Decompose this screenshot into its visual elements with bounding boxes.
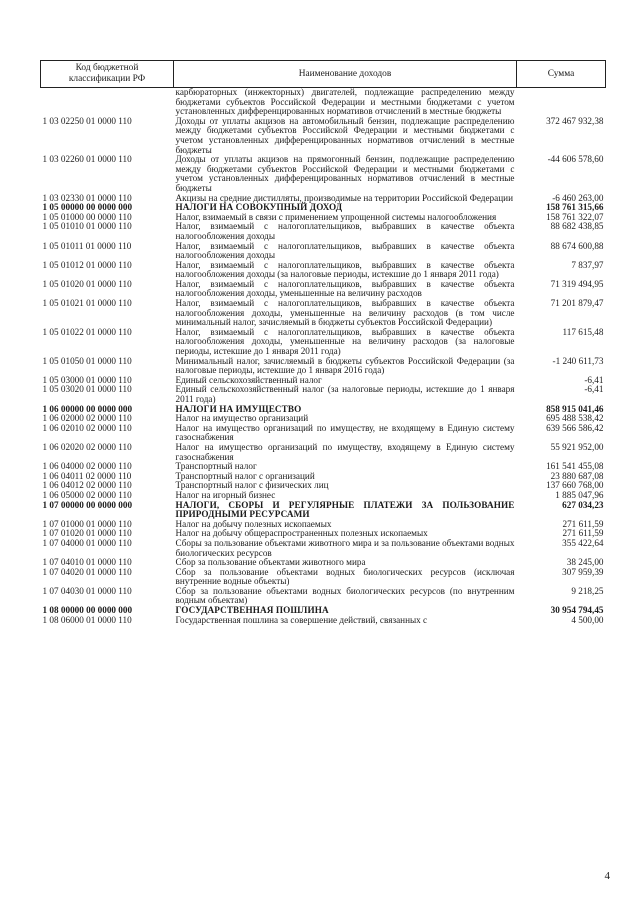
row-code: 1 06 04000 02 0000 110: [42, 461, 132, 472]
row-sum: [517, 88, 606, 117]
row-sum: 23 880 687,08: [550, 470, 604, 481]
table-row: [41, 501, 606, 520]
row-name: Государственная пошлина за совершение действий, связанных с: [175, 614, 428, 625]
row-name: Налог, взимаемый с налогоплательщиков, выбравших в качестве объекта налогообложения доходы, уменьшенные на величину расходов (в том числе минимальный налог, зачисляемый в бюджеты субъектов Российской Федерации): [175, 298, 515, 328]
row-name: Налог на имущество организаций по имуществу, входящему в Единую систему газоснабжения: [175, 441, 515, 462]
table-row: [41, 280, 606, 299]
row-sum: 355 422,64: [562, 537, 604, 548]
row-code: 1 06 02020 02 0000 110: [42, 441, 132, 452]
row-sum: 4 500,00: [571, 614, 604, 625]
row-sum: 117 615,48: [562, 326, 604, 337]
row-code: 1 06 00000 00 0000 000: [42, 403, 133, 414]
table-body: [41, 88, 606, 626]
row-code: 1 06 02000 02 0000 110: [42, 413, 132, 424]
row-code: 1 06 04011 02 0000 110: [42, 470, 132, 481]
row-code: 1 03 02260 01 0000 110: [42, 154, 132, 165]
row-name: Сборы за пользование объектами животного мира и за пользование объектами водных биологических ресурсов: [175, 537, 515, 558]
table-row: [41, 261, 606, 280]
row-name: Единый сельскохозяйственный налог (за налоговые периоды, истекшие до 1 января 2011 года): [175, 384, 515, 404]
revenue-table: [40, 60, 606, 625]
row-sum: 9 218,25: [571, 585, 604, 596]
row-name: Налог, взимаемый с налогоплательщиков, выбравших в качестве объекта налогообложения доходы (за налоговые периоды, истекшие до 1 января 2011 года): [175, 259, 515, 280]
row-sum: 161 541 455,08: [546, 461, 604, 472]
row-code: 1 07 01020 01 0000 110: [42, 528, 132, 539]
row-sum: 7 837,97: [571, 259, 604, 270]
row-code: 1 05 01050 01 0000 110: [42, 355, 132, 366]
row-name: Доходы от уплаты акцизов на прямогонный бензин, подлежащие распределению между бюджетами субъектов Российской Федерации и местными бюджетами с учетом установленных дифференцированных нормативов отчислений в местные бюджеты: [175, 154, 515, 193]
row-code: 1 05 01011 01 0000 110: [42, 240, 132, 251]
row-sum: 271 611,59: [562, 528, 604, 539]
row-sum: 88 682 438,85: [550, 221, 604, 232]
row-sum: -6,41: [584, 384, 604, 395]
row-sum: 88 674 600,88: [550, 240, 604, 251]
row-sum: -1 240 611,73: [552, 355, 604, 366]
row-name: Транспортный налог с организаций: [175, 470, 315, 481]
row-code: 1 08 06000 01 0000 110: [42, 614, 132, 625]
row-code: 1 05 00000 00 0000 000: [42, 202, 133, 213]
row-sum: 1 885 047,96: [555, 489, 604, 500]
row-sum: 695 488 538,42: [546, 413, 604, 424]
row-code: 1 05 03000 01 0000 110: [42, 374, 132, 385]
row-name: Налог, взимаемый с налогоплательщиков, выбравших в качестве объекта налогообложения доходы: [175, 240, 515, 261]
row-sum: 55 921 952,00: [550, 441, 604, 452]
row-code: 1 05 01022 01 0000 110: [42, 326, 132, 337]
row-sum: 271 611,59: [562, 518, 604, 529]
table-row: [41, 88, 606, 117]
row-name: Налог, взимаемый с налогоплательщиков, выбравших в качестве объекта налогообложения доходы: [175, 221, 515, 241]
table-row: [41, 616, 606, 626]
row-code: 1 07 00000 00 0000 000: [42, 499, 133, 510]
row-sum: 158 761 315,66: [546, 202, 604, 213]
row-sum: 858 915 041,46: [546, 403, 604, 414]
row-code: 1 03 02330 01 0000 110: [42, 192, 132, 203]
row-name: Налог, взимаемый в связи с применением упрощенной системы налогообложения: [175, 211, 497, 222]
header-code: Код бюджетной классификации РФ: [41, 61, 174, 88]
page-number: 4: [604, 870, 610, 882]
table-row: [41, 357, 606, 376]
row-name: ГОСУДАРСТВЕННАЯ ПОШЛИНА: [175, 605, 329, 616]
row-code: 1 05 01020 01 0000 110: [42, 278, 132, 289]
row-name: Налог, взимаемый с налогоплательщиков, выбравших в качестве объекта налогообложения доходы, уменьшенные на величину расходов: [175, 278, 515, 299]
row-code: 1 05 03020 01 0000 110: [42, 384, 132, 395]
row-name: Доходы от уплаты акцизов на автомобильный бензин, подлежащие распределению между бюджетами субъектов Российской Федерации и местными бюджетами с учетом установленных дифференцированных нормативов отчислений в местные бюджеты: [175, 115, 515, 155]
row-name: Транспортный налог с физических лиц: [175, 480, 329, 491]
row-code: 1 08 00000 00 0000 000: [42, 605, 133, 616]
row-name: Налог на имущество организаций: [175, 413, 309, 424]
header-name: Наименование доходов: [174, 61, 517, 88]
row-sum: 372 467 932,38: [546, 115, 604, 126]
row-sum: -6 460 263,00: [552, 192, 604, 203]
row-sum: 137 660 768,00: [546, 480, 604, 491]
table-row: [41, 424, 606, 443]
table-row: [41, 222, 606, 241]
row-name: НАЛОГИ НА СОВОКУПНЫЙ ДОХОД: [175, 202, 343, 213]
row-code: 1 05 01010 01 0000 110: [42, 221, 132, 232]
row-code: 1 05 01012 01 0000 110: [42, 259, 132, 270]
table-row: [41, 443, 606, 462]
row-name: Сбор за пользование объектами животного мира: [175, 557, 366, 568]
row-name: Минимальный налог, зачисляемый в бюджеты субъектов Российской Федерации (за налоговые периоды, истекшие до 1 января 2016 года): [175, 355, 515, 376]
row-code: 1 05 01000 00 0000 110: [42, 211, 132, 222]
row-sum: 158 761 322,07: [546, 211, 604, 222]
row-code: 1 05 01021 01 0000 110: [42, 298, 132, 309]
row-code: 1 07 04020 01 0000 110: [42, 566, 132, 577]
row-sum: -6,41: [584, 374, 604, 385]
row-name: Единый сельскохозяйственный налог: [175, 374, 322, 385]
row-code: 1 07 04030 01 0000 110: [42, 585, 132, 596]
table-row: [41, 328, 606, 357]
row-code: 1 07 01000 01 0000 110: [42, 518, 132, 529]
row-name: Налог на добычу полезных ископаемых: [175, 518, 332, 529]
row-code: 1 07 04000 01 0000 110: [42, 537, 132, 548]
header-sum: Сумма: [517, 61, 606, 88]
row-sum: 307 959,39: [562, 566, 604, 577]
table-row: [41, 117, 606, 155]
row-code: [41, 88, 174, 117]
row-code: 1 06 02010 02 0000 110: [42, 422, 132, 433]
table-row: [41, 568, 606, 587]
row-code: 1 03 02250 01 0000 110: [42, 115, 132, 126]
row-name: НАЛОГИ НА ИМУЩЕСТВО: [175, 403, 302, 414]
row-name: Акцизы на средние дистилляты, производимые на территории Российской Федерации: [175, 192, 513, 203]
row-sum: 71 319 494,95: [550, 278, 604, 289]
row-name: карбюраторных (инжекторных) двигателей, подлежащие распределению между бюджетами субъектов Российской Федерации и местными бюджетами с учетом установленных дифференцированных нормативов отчислений в местные бюджеты: [175, 87, 515, 117]
row-sum: 30 954 794,45: [550, 605, 604, 616]
row-name: Налог на добычу общераспространенных полезных ископаемых: [175, 528, 428, 539]
table-row: [41, 299, 606, 328]
row-sum: 38 245,00: [566, 557, 604, 568]
table-header: [41, 61, 606, 88]
table-row: [41, 539, 606, 558]
row-name: Налог, взимаемый с налогоплательщиков, выбравших в качестве объекта налогообложения доходы, уменьшенные на величину расходов (за налоговые периоды, истекшие до 1 января 2011 года): [175, 326, 515, 357]
row-name: Сбор за пользование объектами водных биологических ресурсов (исключая внутренние водные объекты): [175, 566, 515, 587]
row-name: НАЛОГИ, СБОРЫ И РЕГУЛЯРНЫЕ ПЛАТЕЖИ ЗА ПОЛЬЗОВАНИЕ ПРИРОДНЫМИ РЕСУРСАМИ: [175, 499, 515, 520]
row-name: Транспортный налог: [175, 461, 257, 472]
table-row: [41, 587, 606, 606]
row-code: 1 06 04012 02 0000 110: [42, 480, 132, 491]
row-sum: -44 606 578,60: [547, 154, 604, 165]
row-name: Налог на игорный бизнес: [175, 489, 276, 500]
table-row: [41, 242, 606, 261]
table-row: [41, 385, 606, 404]
row-sum: 71 201 879,47: [550, 298, 604, 309]
row-sum: 639 566 586,42: [546, 422, 604, 433]
table-row: [41, 155, 606, 193]
row-name: Налог на имущество организаций по имуществу, не входящему в Единую систему газоснабжения: [175, 422, 515, 443]
row-code: 1 06 05000 02 0000 110: [42, 489, 132, 500]
row-sum: 627 034,23: [562, 499, 604, 510]
row-code: 1 07 04010 01 0000 110: [42, 557, 132, 568]
row-name: Сбор за пользование объектами водных биологических ресурсов (по внутренним водным объектам): [175, 585, 515, 606]
